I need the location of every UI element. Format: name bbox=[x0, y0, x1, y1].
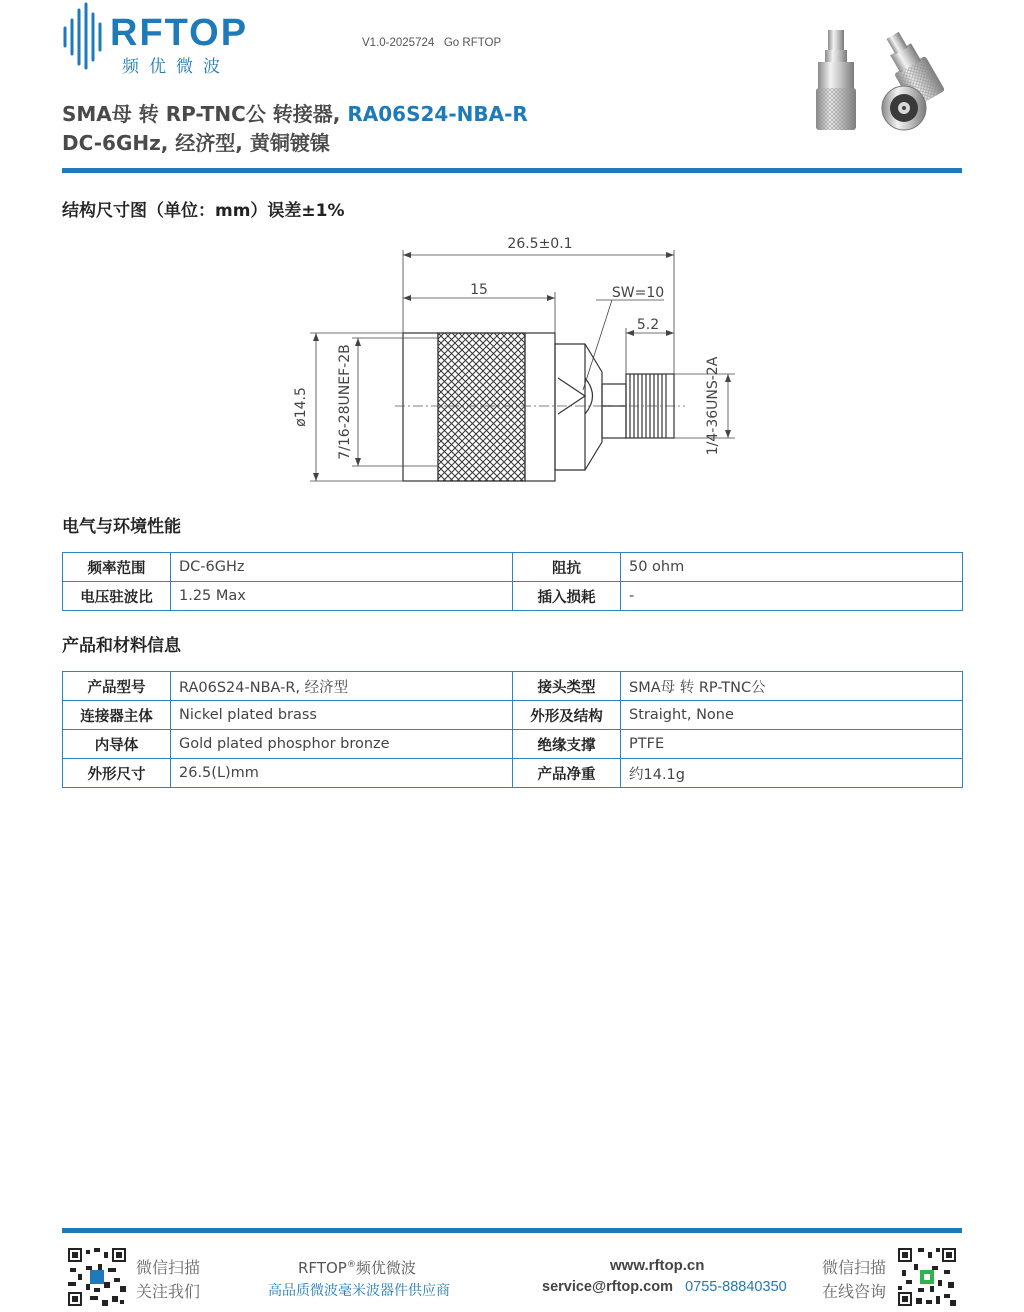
dim-sma-thread: 1/4-36UNS-2A bbox=[705, 356, 721, 456]
dim-tnc-thread: 7/16-28UNEF-2B bbox=[337, 344, 353, 460]
spec-value: 1.25 Max bbox=[171, 582, 513, 611]
section-title-drawing: 结构尺寸图（单位：mm）误差±1% bbox=[62, 201, 345, 221]
dimension-drawing bbox=[280, 222, 740, 494]
table-row bbox=[63, 553, 963, 582]
footer-divider bbox=[62, 1228, 962, 1233]
product-photo bbox=[808, 24, 968, 136]
version-info bbox=[362, 37, 501, 49]
footer-online-consult: 在线咨询 bbox=[822, 1282, 887, 1301]
footer-follow-us: 关注我们 bbox=[136, 1282, 201, 1301]
spec-key: 连接器主体 bbox=[63, 701, 171, 730]
spec-key: 外形尺寸 bbox=[63, 759, 171, 788]
spec-value: 约14.1g bbox=[621, 759, 963, 788]
goto-link[interactable]: Go RFTOP bbox=[443, 37, 502, 49]
spec-value: PTFE bbox=[621, 730, 963, 759]
header-divider bbox=[62, 168, 962, 173]
spec-value: Gold plated phosphor bronze bbox=[171, 730, 513, 759]
product-title bbox=[62, 98, 528, 127]
dim-sma-length: 5.2 bbox=[636, 317, 660, 333]
section-title-product: 产品和材料信息 bbox=[62, 636, 181, 656]
footer-brand-cn: 频优微波 bbox=[355, 1259, 416, 1277]
table-row bbox=[63, 701, 963, 730]
spec-value: 26.5(L)mm bbox=[171, 759, 513, 788]
logo-subtitle: 频优微波 bbox=[122, 57, 230, 77]
spec-key: 接头类型 bbox=[513, 672, 621, 701]
footer-website[interactable]: www.rftop.cn bbox=[610, 1257, 705, 1274]
spec-key: 电压驻波比 bbox=[63, 582, 171, 611]
spec-key: 插入损耗 bbox=[513, 582, 621, 611]
registered-mark: ® bbox=[346, 1260, 356, 1270]
spec-key: 外形及结构 bbox=[513, 701, 621, 730]
footer-slogan: 高品质微波毫米波器件供应商 bbox=[268, 1283, 450, 1299]
spec-key: 内导体 bbox=[63, 730, 171, 759]
version-number: V1.0-2025724 bbox=[362, 37, 435, 49]
spec-value: RA06S24-NBA-R, 经济型 bbox=[171, 672, 513, 701]
spec-key: 绝缘支撑 bbox=[513, 730, 621, 759]
spec-value: DC-6GHz bbox=[171, 553, 513, 582]
spec-value: Straight, None bbox=[621, 701, 963, 730]
table-row bbox=[63, 672, 963, 701]
product-table bbox=[62, 671, 963, 788]
table-row bbox=[63, 759, 963, 788]
footer-wechat-scan: 微信扫描 bbox=[136, 1258, 201, 1277]
part-number[interactable]: RA06S24-NBA-R bbox=[347, 102, 528, 126]
spec-value: SMA母 转 RP-TNC公 bbox=[621, 672, 963, 701]
spec-key: 产品净重 bbox=[513, 759, 621, 788]
logo-text: RFTOP bbox=[110, 12, 249, 54]
spec-value: - bbox=[621, 582, 963, 611]
dim-tnc-length: 15 bbox=[470, 282, 488, 298]
table-row bbox=[63, 730, 963, 759]
qr-code-online-consult[interactable] bbox=[898, 1248, 956, 1306]
footer-wechat-scan-2: 微信扫描 bbox=[822, 1258, 887, 1277]
spec-key: 阻抗 bbox=[513, 553, 621, 582]
footer-email[interactable]: service@rftop.com bbox=[542, 1279, 673, 1295]
footer-brand-name: RFTOP bbox=[298, 1259, 347, 1277]
spec-key: 产品型号 bbox=[63, 672, 171, 701]
footer-brand bbox=[298, 1257, 416, 1278]
dim-overall-length: 26.5±0.1 bbox=[507, 236, 573, 252]
section-title-electrical: 电气与环境性能 bbox=[62, 517, 181, 537]
qr-code-wechat-follow[interactable] bbox=[68, 1248, 126, 1306]
table-row bbox=[63, 582, 963, 611]
dim-wrench: SW=10 bbox=[611, 285, 665, 301]
title-prefix: SMA母 转 RP-TNC公 转接器, bbox=[62, 102, 348, 126]
spec-value: 50 ohm bbox=[621, 553, 963, 582]
logo-wave-icon bbox=[62, 2, 106, 70]
electrical-table bbox=[62, 552, 963, 611]
footer-contact bbox=[542, 1279, 787, 1295]
dim-diameter: ø14.5 bbox=[293, 387, 309, 427]
product-subtitle: DC-6GHz, 经济型, 黄铜镀镍 bbox=[62, 131, 330, 155]
footer-phone[interactable]: 0755-88840350 bbox=[685, 1279, 787, 1295]
spec-value: Nickel plated brass bbox=[171, 701, 513, 730]
spec-key: 频率范围 bbox=[63, 553, 171, 582]
